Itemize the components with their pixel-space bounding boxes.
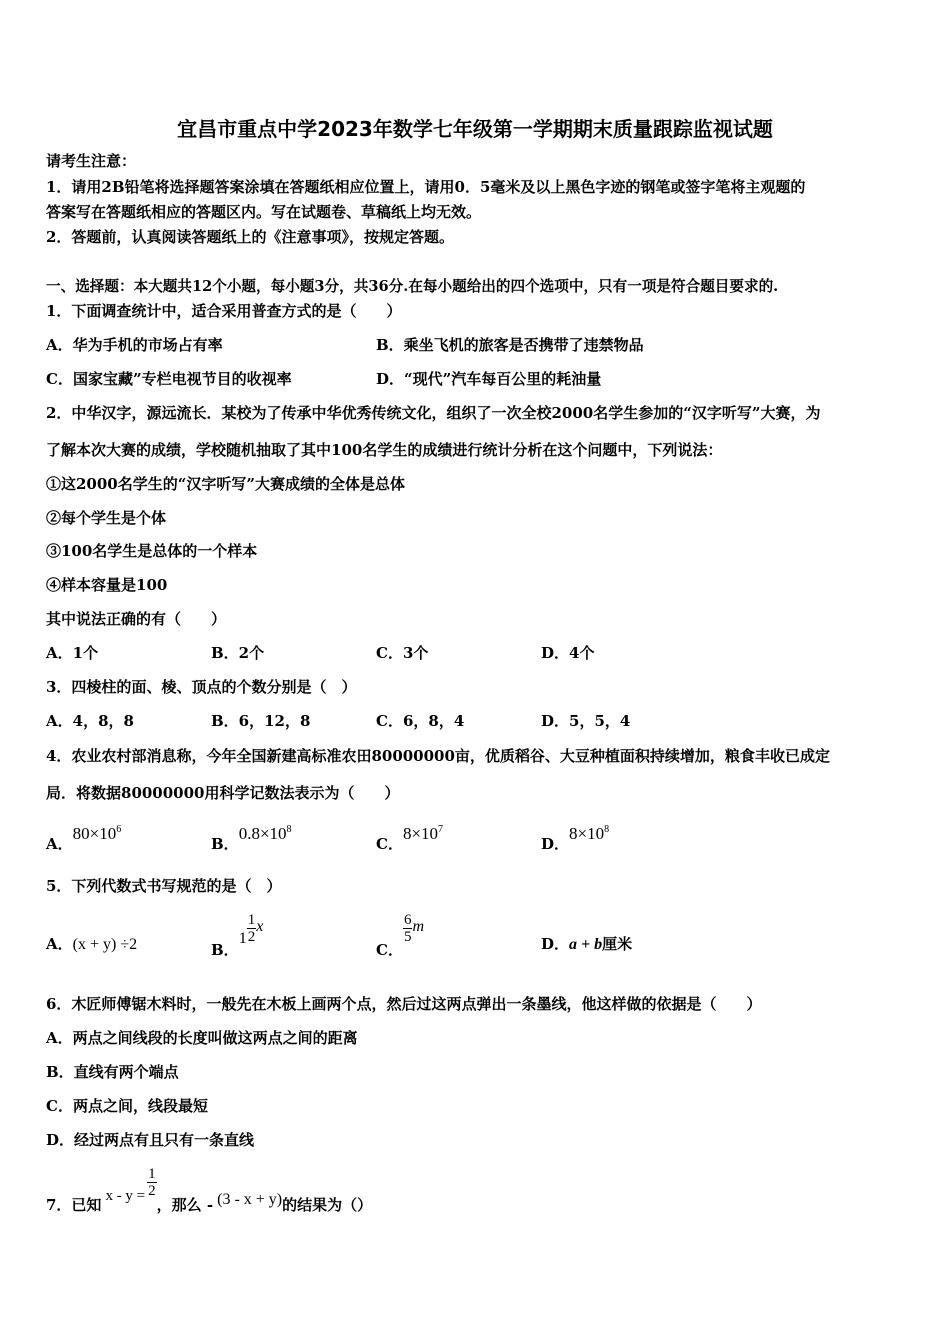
option-label: B．: [211, 940, 239, 959]
q1-option-b[interactable]: B．乘坐飞机的旅客是否携带了违禁物品: [376, 336, 644, 354]
page-title: 宜昌市重点中学2023年数学七年级第一学期期末质量跟踪监视试题: [177, 117, 773, 141]
q6-option-a[interactable]: A．两点之间线段的长度叫做这两点之间的距离: [46, 1029, 358, 1047]
fraction-numerator: 1: [148, 1166, 156, 1182]
q4-option-a[interactable]: [46, 820, 122, 853]
q3-option-d[interactable]: D．5，5，4: [541, 712, 631, 730]
q4-option-c[interactable]: [376, 820, 444, 853]
fraction-denominator: 2: [148, 1183, 156, 1199]
q3-option-a[interactable]: A．4，8，8: [46, 712, 134, 730]
option-label: D．: [541, 935, 570, 953]
math-exponent: 8: [286, 824, 292, 835]
option-label: D．: [541, 835, 570, 853]
question-2-stem-cont: 了解本次大赛的成绩，学校随机抽取了其中100名学生的成绩进行统计分析在这个问题中，下列说法：: [46, 441, 723, 459]
q6-option-d[interactable]: D．经过两点有且只有一条直线: [46, 1131, 255, 1149]
q1-option-a[interactable]: A．华为手机的市场占有率: [46, 336, 223, 354]
notice-heading: 请考生注意：: [46, 152, 137, 170]
mixed-whole: 1: [238, 929, 247, 947]
question-5-stem: 5．下列代数式书写规范的是（ ）: [46, 877, 282, 895]
q5-option-a[interactable]: [46, 934, 137, 955]
option-label: B．: [211, 835, 239, 853]
unit-label: 厘米: [602, 935, 633, 953]
q2-statement-2: ②每个学生是个体: [46, 509, 167, 527]
q7-suffix: 的结果为（）: [282, 1195, 373, 1214]
q2-ask: 其中说法正确的有（ ）: [46, 610, 227, 628]
math-base: 8×10: [402, 824, 439, 843]
q1-option-d[interactable]: D．“现代”汽车每百公里的耗油量: [376, 370, 602, 388]
option-label: C．: [376, 940, 403, 959]
q2-statement-3: ③100名学生是总体的一个样本: [46, 542, 258, 560]
notice-line: 1．请用2B铅笔将选择题答案涂填在答题纸相应位置上，请用0．5毫米及以上黑色字迹的钢笔或签字笔将主观题的: [46, 178, 806, 196]
q5-option-d[interactable]: [541, 934, 632, 955]
q3-option-b[interactable]: B．6，12，8: [211, 712, 311, 730]
q5-option-c[interactable]: [376, 912, 425, 959]
question-4-stem: 4．农业农村部消息称，今年全国新建高标准农田80000000亩，优质稻谷、大豆种植面积持续增加，粮食丰收已成定: [46, 747, 830, 765]
question-6-stem: 6．木匠师傅锯木料时，一般先在木板上画两个点，然后过这两点弹出一条墨线，他这样做的依据是（ ）: [46, 995, 762, 1013]
q2-option-a[interactable]: A．1个: [46, 644, 99, 662]
math-exponent: 6: [116, 824, 122, 835]
math-expression: [73, 824, 122, 843]
fraction-denominator: 2: [247, 929, 256, 945]
math-expression: a + b: [569, 936, 603, 953]
q7-condition: x - y =: [105, 1187, 146, 1204]
fraction-numerator: 6: [403, 912, 412, 928]
fraction: [247, 912, 257, 945]
q3-option-c[interactable]: C．6，8，4: [376, 712, 465, 730]
question-3-stem: 3．四棱柱的面、棱、顶点的个数分别是（ ）: [46, 678, 357, 696]
math-exponent: 8: [604, 824, 610, 835]
math-base: 0.8×10: [238, 824, 287, 843]
math-base: 8×10: [569, 824, 605, 843]
q2-option-d[interactable]: D．4个: [541, 644, 595, 662]
math-expression: [403, 824, 443, 843]
question-7-stem: [46, 1166, 373, 1214]
math-expression: (x + y) ÷2: [72, 936, 138, 953]
option-label: A．: [46, 835, 73, 853]
q2-option-b[interactable]: B．2个: [211, 644, 265, 662]
q6-option-c[interactable]: C．两点之间，线段最短: [46, 1097, 208, 1115]
q7-prefix: 7．已知: [46, 1195, 102, 1214]
section-heading: 一、选择题：本大题共12个小题，每小题3分，共36分.在每小题给出的四个选项中，只有一项是符合题目要求的.: [46, 278, 779, 295]
q6-option-b[interactable]: B．直线有两个端点: [46, 1063, 179, 1081]
q7-mid: ，那么 -: [156, 1195, 214, 1214]
fraction-denominator: 5: [403, 929, 412, 945]
q2-statement-4: ④样本容量是100: [46, 576, 168, 594]
question-2-stem: 2．中华汉字，源远流长．某校为了传承中华优秀传统文化，组织了一次全校2000名学生参加的“汉字听写”大赛，为: [46, 404, 821, 422]
q4-option-d[interactable]: [541, 820, 610, 853]
q2-statement-1: ①这2000名学生的“汉字听写”大赛成绩的全体是总体: [46, 475, 406, 493]
fraction-numerator: 1: [247, 912, 256, 928]
variable: m: [412, 917, 425, 935]
option-label: C．: [376, 835, 403, 853]
math-exponent: 7: [438, 824, 444, 835]
q7-expression: (3 - x + y): [217, 1190, 283, 1208]
q5-option-b[interactable]: [211, 912, 264, 959]
notice-line: 答案写在答题纸相应的答题区内。写在试题卷、草稿纸上均无效。: [46, 203, 482, 221]
q1-option-c[interactable]: C．国家宝藏”专栏电视节目的收视率: [46, 370, 292, 388]
question-1-stem: 1．下面调查统计中，适合采用普查方式的是（ ）: [46, 302, 402, 320]
math-base: 80×10: [72, 824, 117, 843]
q2-option-c[interactable]: C．3个: [376, 644, 429, 662]
q4-option-b[interactable]: [211, 820, 292, 853]
notice-line: 2．答题前，认真阅读答题纸上的《注意事项》，按规定答题。: [46, 228, 454, 246]
option-label: A．: [46, 935, 73, 953]
question-4-stem-cont: 局．将数据80000000用科学记数法表示为（ ）: [46, 784, 400, 802]
math-expression: [569, 824, 609, 843]
math-expression: [239, 824, 292, 843]
fraction: [147, 1166, 157, 1199]
variable: x: [256, 917, 264, 935]
